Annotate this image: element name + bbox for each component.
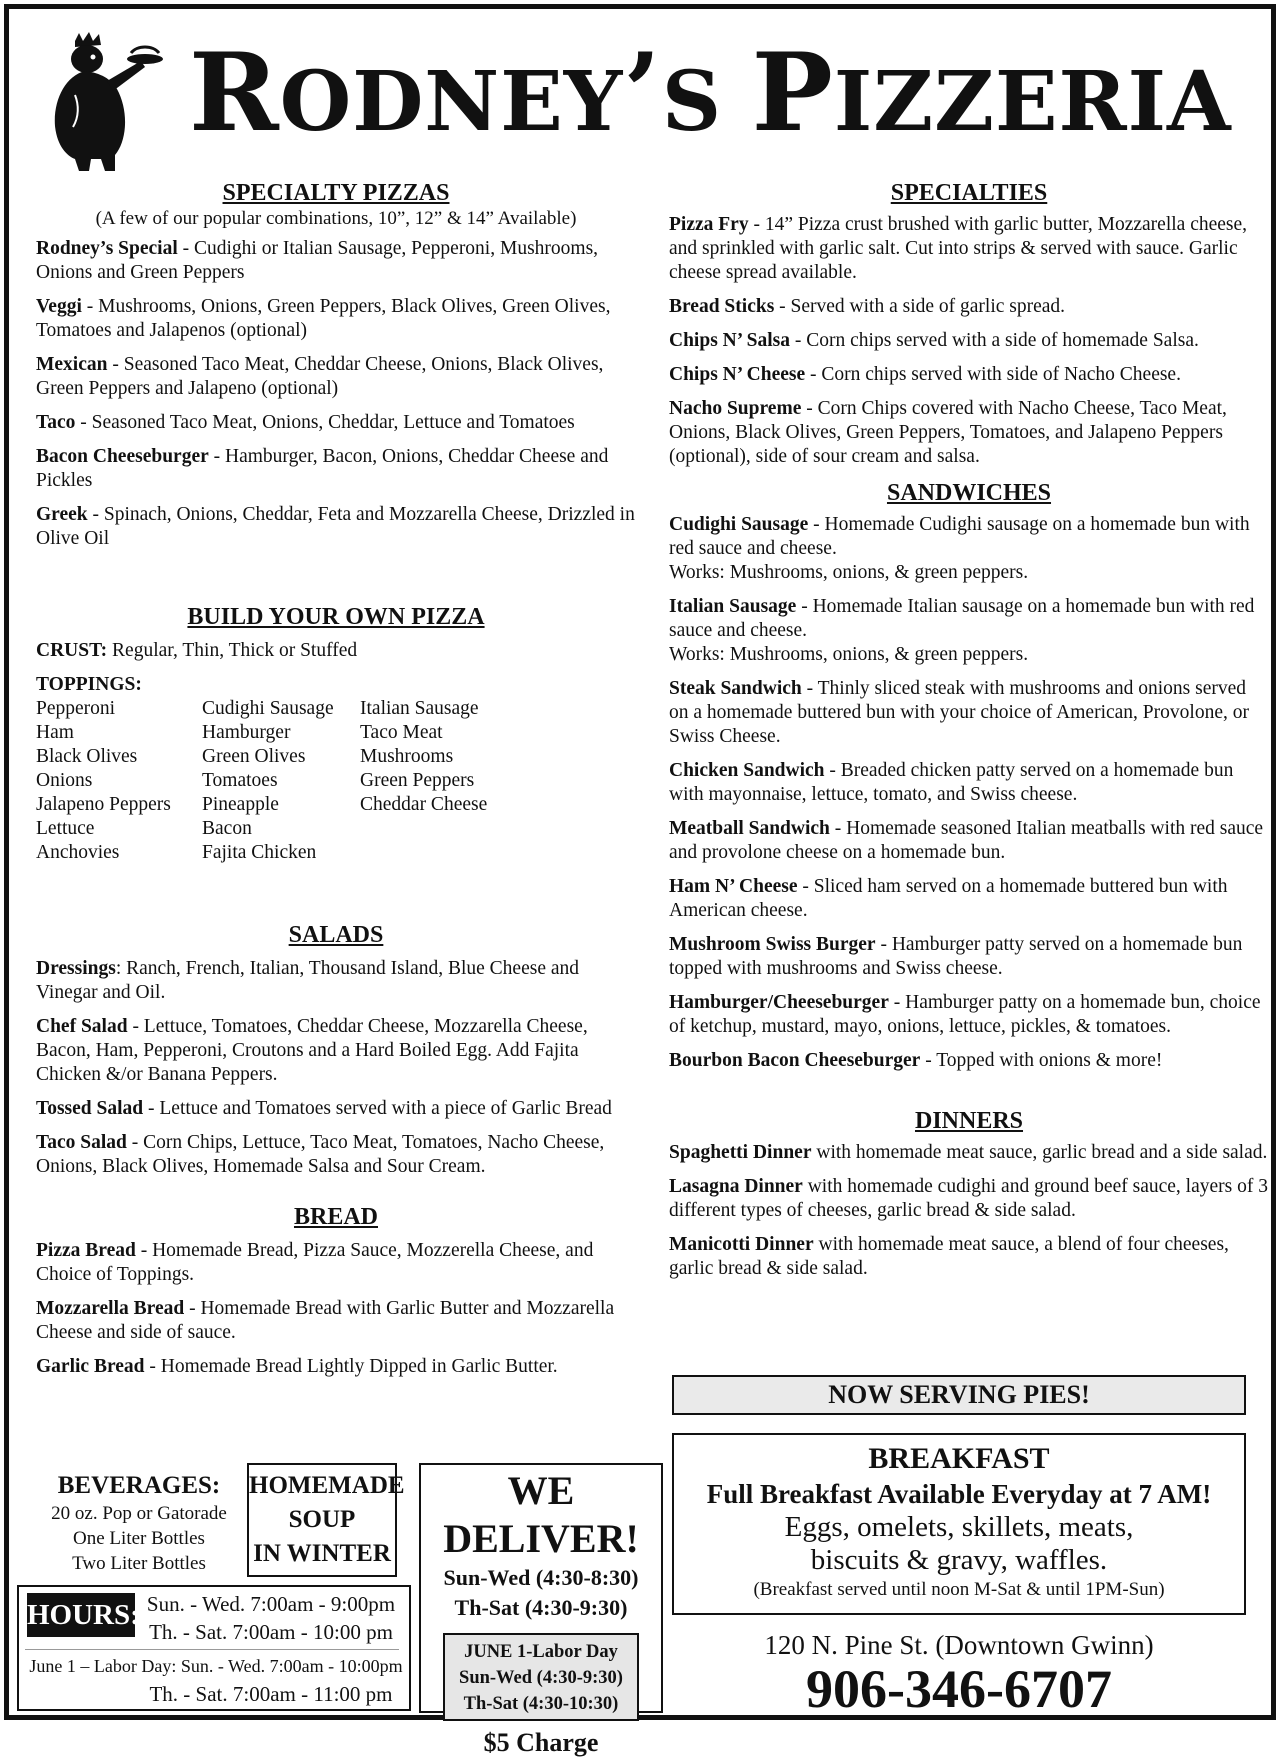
sandwich-item-extra: Works: Mushrooms, onions, & green peppers. <box>669 644 1029 665</box>
sandwich-item-name: Ham N’ Cheese <box>669 876 798 897</box>
topping: Onions <box>36 770 93 791</box>
salad-item <box>36 1131 636 1179</box>
specialty-item-desc: - Served with a side of garlic spread. <box>774 296 1066 317</box>
delivery-line1: Sun-Wed (4:30-8:30) <box>443 1565 639 1590</box>
hours-line1: Sun. - Wed. 7:00am - 9:00pm <box>146 1592 396 1616</box>
bread-item <box>36 1355 636 1379</box>
topping: Lettuce <box>36 818 95 839</box>
salad-item-name: Dressings <box>36 958 116 979</box>
specialty-pizza-item <box>36 445 636 493</box>
sandwich-item <box>669 875 1269 923</box>
sandwich-item-desc: - Homemade Cudighi sausage on a homemade bun with red sauce and cheese. <box>669 514 1250 559</box>
sandwich-item <box>669 759 1269 807</box>
topping: Hamburger <box>202 722 291 743</box>
specialty-item <box>669 213 1269 285</box>
specialty-pizza-item-name: Mexican <box>36 354 108 375</box>
summer-delivery-box <box>443 1633 639 1721</box>
topping: Cudighi Sausage <box>202 698 334 719</box>
specialty-pizza-item-name: Bacon Cheeseburger <box>36 446 209 467</box>
salad-item-desc: - Lettuce and Tomatoes served with a piece of Garlic Bread <box>143 1098 612 1119</box>
sandwich-item-extra: Works: Mushrooms, onions, & green peppers. <box>669 562 1029 583</box>
specialty-item-name: Chips N’ Cheese <box>669 364 806 385</box>
specialty-item-name: Pizza Fry <box>669 214 749 235</box>
salad-item <box>36 1097 636 1121</box>
breakfast-line3: biscuits & gravy, waffles. <box>810 1544 1108 1576</box>
hours-box <box>17 1585 411 1711</box>
specialty-pizza-item <box>36 353 636 401</box>
delivery-line2: Th-Sat (4:30-9:30) <box>454 1595 628 1620</box>
specialty-pizza-item-desc: - Mushrooms, Onions, Green Peppers, Black Olives, Green Olives, Tomatoes and Jalapenos (optional) <box>36 296 611 341</box>
specialty-pizza-item <box>36 295 636 343</box>
specialty-item-name: Bread Sticks <box>669 296 775 317</box>
sandwich-item <box>669 817 1269 865</box>
dinner-item-desc: with homemade cudighi and ground beef sauce, layers of 3 different types of cheeses, garlic bread & side salad. <box>669 1176 1268 1221</box>
bread-item <box>36 1239 636 1287</box>
bread-item-name: Garlic Bread <box>36 1356 145 1377</box>
sandwich-item-name: Steak Sandwich <box>669 678 802 699</box>
topping: Tomatoes <box>202 770 278 791</box>
sandwich-item-desc: - Hamburger patty served on a homemade bun topped with mushrooms and Swiss cheese. <box>669 934 1243 979</box>
address: 120 N. Pine St. (Downtown Gwinn) <box>764 1630 1154 1660</box>
sandwich-item-desc: - Homemade seasoned Italian meatballs with red sauce and provolone cheese on a homemade bun. <box>669 818 1264 863</box>
sandwiches-title: SANDWICHES <box>886 480 1052 506</box>
menu-page <box>4 4 1276 1757</box>
topping: Mushrooms <box>360 746 454 767</box>
chef-mascot-logo <box>45 31 165 171</box>
bread-item-name: Mozzarella Bread <box>36 1298 185 1319</box>
salad-item <box>36 1015 636 1087</box>
beverage-line: 20 oz. Pop or Gatorade <box>51 1503 227 1524</box>
specialty-pizza-item <box>36 503 636 551</box>
crust-line: CRUST: Regular, Thin, Thick or Stuffed <box>36 640 358 661</box>
soup-line: IN WINTER <box>253 1540 391 1567</box>
hours-label: HOURS: <box>27 1593 135 1637</box>
specialty-pizza-item-desc: - Cudighi or Italian Sausage, Pepperoni, Mushrooms, Onions and Green Peppers <box>36 238 599 283</box>
dinner-item <box>669 1233 1269 1281</box>
specialty-item-name: Chips N’ Salsa <box>669 330 791 351</box>
specialties-title: SPECIALTIES <box>890 180 1048 206</box>
specialty-item <box>669 363 1269 387</box>
left-column <box>36 179 636 1389</box>
specialty-pizza-item <box>36 237 636 285</box>
topping: Green Olives <box>202 746 306 767</box>
sandwich-item-name: Mushroom Swiss Burger <box>669 934 876 955</box>
topping: Bacon <box>202 818 252 839</box>
sandwich-item-name: Meatball Sandwich <box>669 818 830 839</box>
topping: Anchovies <box>36 842 120 863</box>
toppings-label: TOPPINGS: <box>36 674 142 695</box>
sandwich-item <box>669 1049 1269 1073</box>
sandwich-item-name: Cudighi Sausage <box>669 514 809 535</box>
breakfast-line1: Full Breakfast Available Everyday at 7 AM! <box>706 1479 1212 1509</box>
dinner-item-name: Manicotti Dinner <box>669 1234 814 1255</box>
beverage-line: One Liter Bottles <box>73 1528 205 1549</box>
breakfast-line2: Eggs, omelets, skillets, meats, <box>784 1511 1134 1543</box>
sandwich-item <box>669 991 1269 1039</box>
specialty-pizza-item-desc: - Seasoned Taco Meat, Cheddar Cheese, Onions, Black Olives, Green Peppers and Jalapeno (optional) <box>36 354 604 399</box>
specialty-item-desc: - 14” Pizza crust brushed with garlic butter, Mozzarella cheese, and sprinkled with garlic salt. Cut into strips & served with sauce. Garlic cheese spread available. <box>669 214 1248 283</box>
specialty-pizza-item-name: Taco <box>36 412 76 433</box>
sandwich-item <box>669 513 1269 585</box>
sandwich-item <box>669 933 1269 981</box>
specialty-pizza-item-desc: - Spinach, Onions, Cheddar, Feta and Mozzarella Cheese, Drizzled in Olive Oil <box>36 504 635 549</box>
beverage-line: Two Liter Bottles <box>72 1553 206 1574</box>
topping: Fajita Chicken <box>202 842 317 863</box>
dinners-title: DINNERS <box>914 1108 1024 1134</box>
specialty-pizza-item-name: Veggi <box>36 296 82 317</box>
bread-item-name: Pizza Bread <box>36 1240 136 1261</box>
topping: Green Peppers <box>360 770 475 791</box>
soup-line: HOMEMADE <box>249 1472 405 1499</box>
sandwich-item-desc: - Homemade Italian sausage on a homemade bun with red sauce and cheese. <box>669 596 1255 641</box>
specialty-pizza-item-desc: - Hamburger, Bacon, Onions, Cheddar Cheese and Pickles <box>36 446 609 491</box>
bread-item-desc: - Homemade Bread with Garlic Butter and Mozzarella Cheese and side of sauce. <box>36 1298 615 1343</box>
salad-item <box>36 957 636 1005</box>
salads-title: SALADS <box>288 922 384 948</box>
dinner-item-name: Lasagna Dinner <box>669 1176 803 1197</box>
right-column <box>669 179 1269 1291</box>
soup-box <box>247 1463 405 1577</box>
salad-item-desc: : Ranch, French, Italian, Thousand Island, Blue Cheese and Vinegar and Oil. <box>36 958 580 1003</box>
delivery-charge: $5 Charge <box>483 1728 599 1757</box>
beverages-title: BEVERAGES: <box>57 1472 221 1499</box>
dinner-item <box>669 1175 1269 1223</box>
dinner-item-desc: with homemade meat sauce, a blend of four cheeses, garlic bread & side salad. <box>669 1234 1229 1279</box>
bread-item-desc: - Homemade Bread, Pizza Sauce, Mozzerella Cheese, and Choice of Toppings. <box>36 1240 594 1285</box>
hours-line4: Th. - Sat. 7:00am - 11:00 pm <box>149 1682 393 1706</box>
sandwich-item-name: Italian Sausage <box>669 596 797 617</box>
specialty-item-desc: - Corn chips served with side of Nacho Cheese. <box>805 364 1181 385</box>
dinner-item <box>669 1141 1269 1165</box>
dinner-item-desc: with homemade meat sauce, garlic bread and a side salad. <box>811 1142 1268 1163</box>
sandwich-item-name: Bourbon Bacon Cheeseburger <box>669 1050 921 1071</box>
specialty-item <box>669 329 1269 353</box>
topping: Pepperoni <box>36 698 116 719</box>
specialty-item-name: Nacho Supreme <box>669 398 802 419</box>
sandwich-item-name: Hamburger/Cheeseburger <box>669 992 889 1013</box>
specialty-item <box>669 295 1269 319</box>
topping: Taco Meat <box>360 722 443 743</box>
restaurant-name: RODNEY’S PIZZERIA <box>189 30 1232 156</box>
bread-item <box>36 1297 636 1345</box>
topping: Black Olives <box>36 746 138 767</box>
specialty-pizzas-title: SPECIALTY PIZZAS <box>222 180 450 206</box>
sandwich-item-desc: - Breaded chicken patty served on a homemade bun with mayonnaise, lettuce, tomato, and Swiss cheese. <box>669 760 1234 805</box>
specialty-item-desc: - Corn Chips covered with Nacho Cheese, Taco Meat, Onions, Black Olives, Green Peppers, Tomatoes, and Jalapeno Peppers (optional), side of sour cream and salsa. <box>669 398 1227 467</box>
delivery-title: WE DELIVER! <box>443 1468 639 1561</box>
sandwich-item-desc: - Thinly sliced steak with mushrooms and onions served on a homemade buttered bun with your choice of American, Provolone, or Swiss Cheese. <box>669 678 1249 747</box>
beverages <box>35 1471 243 1576</box>
specialty-pizza-item-name: Greek <box>36 504 88 525</box>
topping: Italian Sausage <box>360 698 479 719</box>
specialty-pizza-item-desc: - Seasoned Taco Meat, Onions, Cheddar, Lettuce and Tomatoes <box>75 412 575 433</box>
sandwich-item-desc: - Sliced ham served on a homemade buttered bun with American cheese. <box>669 876 1228 921</box>
bread-title: BREAD <box>293 1204 378 1230</box>
summer-delivery-line: JUNE 1-Labor Day <box>464 1642 618 1662</box>
hours-divider <box>25 1649 399 1650</box>
sandwich-item-desc: - Topped with onions & more! <box>920 1050 1163 1071</box>
dinner-item-name: Spaghetti Dinner <box>669 1142 812 1163</box>
delivery-box <box>419 1463 663 1757</box>
salad-item-desc: - Lettuce, Tomatoes, Cheddar Cheese, Mozzarella Cheese, Bacon, Ham, Pepperoni, Croutons and a Hard Boiled Egg. Add Fajita Chicken &/or Banana Peppers. <box>36 1016 588 1085</box>
salad-item-name: Chef Salad <box>36 1016 128 1037</box>
pies-banner: NOW SERVING PIES! <box>672 1375 1246 1415</box>
summer-delivery-line: Th-Sat (4:30-10:30) <box>463 1694 619 1714</box>
soup-line: SOUP <box>288 1506 356 1533</box>
breakfast-note: (Breakfast served until noon M-Sat & until 1PM-Sun) <box>753 1579 1165 1600</box>
specialty-pizzas-subtitle: (A few of our popular combinations, 10”, 12” & 14” Available) <box>95 208 577 229</box>
specialty-item <box>669 397 1269 469</box>
hours-line3: June 1 – Labor Day: Sun. - Wed. 7:00am - 10:00pm <box>29 1656 403 1676</box>
salad-item-desc: - Corn Chips, Lettuce, Taco Meat, Tomatoes, Nacho Cheese, Onions, Black Olives, Homemade Salsa and Sour Cream. <box>36 1132 605 1177</box>
salad-item-name: Taco Salad <box>36 1132 127 1153</box>
phone-number[interactable]: 906-346-6707 <box>806 1659 1112 1719</box>
breakfast-title: BREAKFAST <box>868 1442 1050 1475</box>
specialty-pizza-item <box>36 411 636 435</box>
build-your-own-title: BUILD YOUR OWN PIZZA <box>187 604 485 630</box>
specialty-pizza-item-name: Rodney’s Special <box>36 238 178 259</box>
topping: Jalapeno Peppers <box>36 794 171 815</box>
breakfast-box <box>672 1433 1246 1615</box>
salad-item-name: Tossed Salad <box>36 1098 144 1119</box>
sandwich-item-name: Chicken Sandwich <box>669 760 825 781</box>
hours-line2: Th. - Sat. 7:00am - 10:00 pm <box>149 1620 393 1644</box>
topping: Cheddar Cheese <box>360 794 488 815</box>
topping: Ham <box>36 722 74 743</box>
sandwich-item <box>669 595 1269 667</box>
sandwich-item <box>669 677 1269 749</box>
toppings-grid <box>36 697 636 865</box>
sandwich-item-desc: - Hamburger patty on a homemade bun, choice of ketchup, mustard, mayo, onions, lettuce, pickles, & tomatoes. <box>669 992 1261 1037</box>
bread-item-desc: - Homemade Bread Lightly Dipped in Garlic Butter. <box>144 1356 558 1377</box>
summer-delivery-line: Sun-Wed (4:30-9:30) <box>459 1668 623 1688</box>
specialty-item-desc: - Corn chips served with a side of homemade Salsa. <box>790 330 1199 351</box>
topping: Pineapple <box>202 794 279 815</box>
